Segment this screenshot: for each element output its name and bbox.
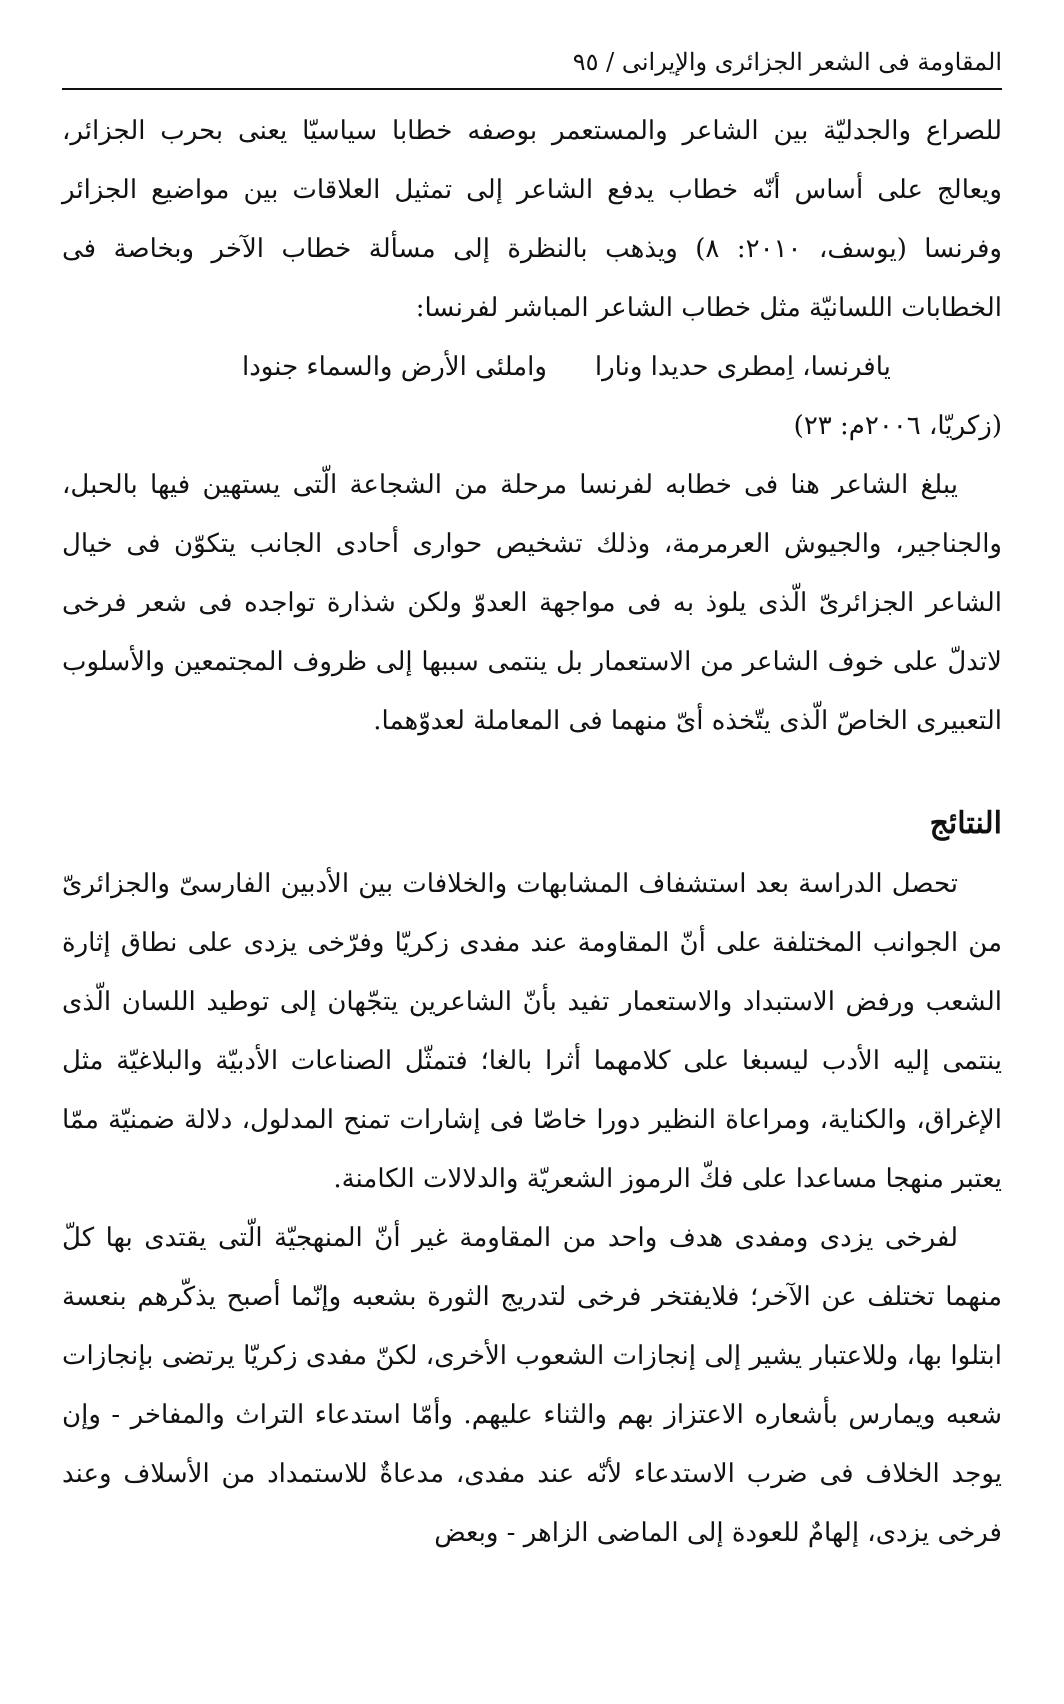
results-paragraph-1: تحصل الدراسة بعد استشفاف المشابهات والخلافات بين الأدبين الفارسىّ والجزائرىّ من الجوانب المختلفة على أنّ المقاومة عند مفدى زكريّا وفرّخى يزدى على نطاق إثارة الشعب ورفض الاستبداد والاستعمار تفيد بأنّ الشاعرين يتجّهان إلى توطيد اللسان الّذى ينتمى إليه الأدب ليسبغا على كلامهما أثرا بالغا؛ فتمثّل الصناعات الأدبيّة والبلاغيّة مثل الإغراق، والكناية، ومراعاة النظير دورا خاصّا فى إشارات تمنح المدلول، دلالة ضمنيّة ممّا يعتبر منهجا مساعدا على فكّ الرموز الشعريّة والدلالات الكامنة. (62, 869, 1002, 1194)
verse-hemistich-first: يافرنسا، اِمطرى حديدا ونارا (594, 352, 891, 382)
verse-citation: (زكريّا، ٢٠٠٦م: ٢٣) (793, 411, 1002, 441)
intro-paragraph: للصراع والجدليّة بين الشاعر والمستعمر بوصفه خطابا سياسيّا يعنى بحرب الجزائر، ويعالج على أساس أنّه خطاب يدفع الشاعر إلى تمثيل العلاقات بين مواضيع الجزائر وفرنسا (يوسف، ٢٠١٠: ٨) ويذهب بالنظرة إلى مسألة خطاب الآخر وبخاصة فى الخطابات اللسانيّة مثل خطاب الشاعر المباشر لفرنسا: (62, 116, 1002, 323)
section-heading-results: النتائج (929, 806, 1002, 841)
results-paragraph-2: لفرخى يزدى ومفدى هدف واحد من المقاومة غير أنّ المنهجيّة الّتى يقتدى بها كلّ منهما تختلف عن الآخر؛ فلايفتخر فرخى لتدريج الثورة بشعبه وإنّما أصبح يذكّرهم بنعسة ابتلوا بها، وللاعتبار يشير إلى إنجازات الشعوب الأخرى، لكنّ مفدى زكريّا يرتضى بإنجازات شعبه ويمارس بأشعاره الاعتزاز بهم والثناء عليهم. وأمّا استدعاء التراث والمفاخر - وإن يوجد الخلاف فى ضرب الاستدعاء لأنّه عند مفدى، مدعاةٌ للاستمداد من الأسلاف وعند فرخى يزدى، إلهامٌ للعودة إلى الماضى الزاهر - وبعض (62, 1223, 1002, 1548)
header-rule (62, 88, 1002, 90)
running-header: المقاومة فى الشعر الجزائرى والإيرانى / ٩٥ (572, 48, 1002, 76)
document-page (62, 40, 1002, 1680)
body-text (62, 102, 1002, 1563)
verse-line (62, 338, 1002, 397)
verse-hemistich-second: واملئى الأرض والسماء جنودا (242, 352, 547, 382)
analysis-paragraph: يبلغ الشاعر هنا فى خطابه لفرنسا مرحلة من الشجاعة الّتى يستهين فيها بالحبل، والجناجير، والجيوش العرمرمة، وذلك تشخيص حوارى أحادى الجانب يتكوّن فى خيال الشاعر الجزائرىّ الّذى يلوذ به فى مواجهة العدوّ ولكن شذارة تواجده فى شعر فرخى لاتدلّ على خوف الشاعر من الاستعمار بل ينتمى سببها إلى ظروف المجتمعين والأسلوب التعبيرى الخاصّ الّذى يتّخذه أىّ منهما فى المعاملة لعدوّهما. (62, 470, 1002, 736)
